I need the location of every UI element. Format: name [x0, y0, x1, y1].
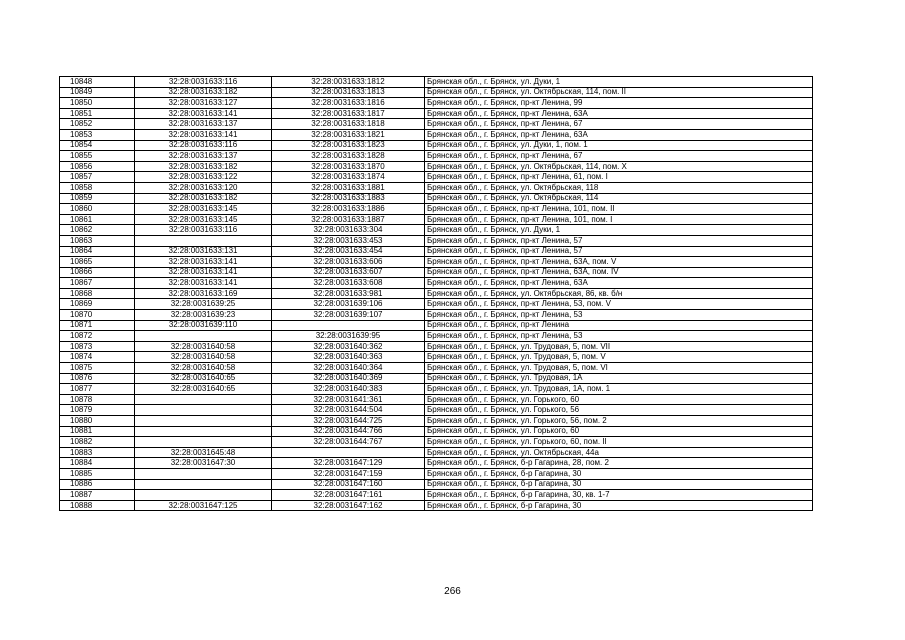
table-row — [60, 87, 813, 98]
table-row — [60, 373, 813, 384]
table-row — [60, 468, 813, 479]
cadastral-number-cell: 32:28:0031640:362 — [272, 341, 425, 352]
cadastral-number-cell: 32:28:0031633:1812 — [272, 77, 425, 88]
table-row — [60, 299, 813, 310]
row-number-cell: 10873 — [60, 341, 135, 352]
address-cell: Брянская обл., г. Брянск, ул. Трудовая, 1А, пом. 1 — [425, 384, 813, 395]
parent-cadastral-number-cell: 32:28:0031640:65 — [135, 384, 272, 395]
parent-cadastral-number-cell: 32:28:0031639:23 — [135, 310, 272, 321]
row-number-cell: 10865 — [60, 257, 135, 268]
parent-cadastral-number-cell — [135, 437, 272, 448]
table-row — [60, 384, 813, 395]
cadastral-number-cell: 32:28:0031633:608 — [272, 278, 425, 289]
table-row — [60, 479, 813, 490]
table-row — [60, 225, 813, 236]
cadastral-number-cell: 32:28:0031647:162 — [272, 500, 425, 511]
cadastral-number-cell — [272, 320, 425, 331]
parent-cadastral-number-cell: 32:28:0031640:58 — [135, 352, 272, 363]
address-cell: Брянская обл., г. Брянск, б-р Гагарина, 30 — [425, 479, 813, 490]
row-number-cell: 10886 — [60, 479, 135, 490]
parent-cadastral-number-cell: 32:28:0031640:65 — [135, 373, 272, 384]
table-row — [60, 363, 813, 374]
address-cell: Брянская обл., г. Брянск, б-р Гагарина, 28, пом. 2 — [425, 458, 813, 469]
parent-cadastral-number-cell: 32:28:0031639:110 — [135, 320, 272, 331]
address-cell: Брянская обл., г. Брянск, ул. Дуки, 1 — [425, 77, 813, 88]
cadastral-number-cell: 32:28:0031639:106 — [272, 299, 425, 310]
parent-cadastral-number-cell: 32:28:0031633:116 — [135, 225, 272, 236]
cadastral-number-cell: 32:28:0031633:1883 — [272, 193, 425, 204]
parent-cadastral-number-cell: 32:28:0031645:48 — [135, 447, 272, 458]
parent-cadastral-number-cell — [135, 490, 272, 501]
address-cell: Брянская обл., г. Брянск, ул. Дуки, 1 — [425, 225, 813, 236]
address-cell: Брянская обл., г. Брянск, пр-кт Ленина, 101, пом. I — [425, 214, 813, 225]
cadastral-number-cell: 32:28:0031641:361 — [272, 394, 425, 405]
table-row — [60, 447, 813, 458]
address-cell: Брянская обл., г. Брянск, б-р Гагарина, 30 — [425, 500, 813, 511]
row-number-cell: 10885 — [60, 468, 135, 479]
address-cell: Брянская обл., г. Брянск, пр-кт Ленина — [425, 320, 813, 331]
table-row — [60, 140, 813, 151]
row-number-cell: 10864 — [60, 246, 135, 257]
cadastral-number-cell: 32:28:0031644:725 — [272, 416, 425, 427]
table-row — [60, 394, 813, 405]
cadastral-number-cell: 32:28:0031640:364 — [272, 363, 425, 374]
cadastral-number-cell: 32:28:0031633:1817 — [272, 108, 425, 119]
table-row — [60, 77, 813, 88]
row-number-cell: 10888 — [60, 500, 135, 511]
row-number-cell: 10866 — [60, 267, 135, 278]
cadastral-number-cell: 32:28:0031633:1828 — [272, 151, 425, 162]
parent-cadastral-number-cell — [135, 468, 272, 479]
table-row — [60, 310, 813, 321]
address-cell: Брянская обл., г. Брянск, пр-кт Ленина, 99 — [425, 98, 813, 109]
address-cell: Брянская обл., г. Брянск, ул. Трудовая, 1А — [425, 373, 813, 384]
row-number-cell: 10883 — [60, 447, 135, 458]
table-row — [60, 151, 813, 162]
table-row — [60, 257, 813, 268]
table-row — [60, 288, 813, 299]
address-cell: Брянская обл., г. Брянск, пр-кт Ленина, 53, пом. V — [425, 299, 813, 310]
parent-cadastral-number-cell: 32:28:0031633:145 — [135, 214, 272, 225]
address-cell: Брянская обл., г. Брянск, ул. Октябрьская, 114, пом. X — [425, 161, 813, 172]
row-number-cell: 10861 — [60, 214, 135, 225]
row-number-cell: 10868 — [60, 288, 135, 299]
address-cell: Брянская обл., г. Брянск, ул. Горького, 60 — [425, 394, 813, 405]
table-row — [60, 129, 813, 140]
row-number-cell: 10862 — [60, 225, 135, 236]
table-row — [60, 341, 813, 352]
row-number-cell: 10863 — [60, 235, 135, 246]
address-cell: Брянская обл., г. Брянск, пр-кт Ленина, 63А — [425, 278, 813, 289]
cadastral-number-cell: 32:28:0031647:159 — [272, 468, 425, 479]
table-row — [60, 405, 813, 416]
cadastral-number-cell: 32:28:0031647:161 — [272, 490, 425, 501]
address-cell: Брянская обл., г. Брянск, ул. Трудовая, 5, пом. VII — [425, 341, 813, 352]
cadastral-number-cell: 32:28:0031633:454 — [272, 246, 425, 257]
address-cell: Брянская обл., г. Брянск, ул. Горького, 56, пом. 2 — [425, 416, 813, 427]
parent-cadastral-number-cell: 32:28:0031633:141 — [135, 278, 272, 289]
table-row — [60, 108, 813, 119]
parent-cadastral-number-cell: 32:28:0031633:169 — [135, 288, 272, 299]
parent-cadastral-number-cell: 32:28:0031647:125 — [135, 500, 272, 511]
registry-table-body — [60, 77, 813, 511]
table-row — [60, 278, 813, 289]
row-number-cell: 10848 — [60, 77, 135, 88]
row-number-cell: 10881 — [60, 426, 135, 437]
parent-cadastral-number-cell: 32:28:0031633:120 — [135, 182, 272, 193]
parent-cadastral-number-cell: 32:28:0031633:182 — [135, 161, 272, 172]
table-row — [60, 500, 813, 511]
table-row — [60, 214, 813, 225]
table-row — [60, 458, 813, 469]
row-number-cell: 10852 — [60, 119, 135, 130]
cadastral-number-cell: 32:28:0031640:369 — [272, 373, 425, 384]
parent-cadastral-number-cell: 32:28:0031639:25 — [135, 299, 272, 310]
row-number-cell: 10884 — [60, 458, 135, 469]
row-number-cell: 10877 — [60, 384, 135, 395]
cadastral-number-cell — [272, 447, 425, 458]
row-number-cell: 10879 — [60, 405, 135, 416]
parent-cadastral-number-cell: 32:28:0031633:141 — [135, 267, 272, 278]
table-row — [60, 235, 813, 246]
address-cell: Брянская обл., г. Брянск, пр-кт Ленина, 57 — [425, 235, 813, 246]
parent-cadastral-number-cell — [135, 331, 272, 342]
row-number-cell: 10854 — [60, 140, 135, 151]
cadastral-number-cell: 32:28:0031633:1886 — [272, 204, 425, 215]
parent-cadastral-number-cell: 32:28:0031633:127 — [135, 98, 272, 109]
address-cell: Брянская обл., г. Брянск, пр-кт Ленина, 67 — [425, 119, 813, 130]
row-number-cell: 10869 — [60, 299, 135, 310]
row-number-cell: 10867 — [60, 278, 135, 289]
parent-cadastral-number-cell: 32:28:0031640:58 — [135, 341, 272, 352]
address-cell: Брянская обл., г. Брянск, пр-кт Ленина, 101, пом. II — [425, 204, 813, 215]
address-cell: Брянская обл., г. Брянск, пр-кт Ленина, 63А, пом. IV — [425, 267, 813, 278]
address-cell: Брянская обл., г. Брянск, пр-кт Ленина, 67 — [425, 151, 813, 162]
address-cell: Брянская обл., г. Брянск, ул. Трудовая, 5, пом. VI — [425, 363, 813, 374]
parent-cadastral-number-cell: 32:28:0031633:141 — [135, 129, 272, 140]
parent-cadastral-number-cell — [135, 426, 272, 437]
row-number-cell: 10876 — [60, 373, 135, 384]
cadastral-number-cell: 32:28:0031633:1821 — [272, 129, 425, 140]
row-number-cell: 10857 — [60, 172, 135, 183]
row-number-cell: 10860 — [60, 204, 135, 215]
row-number-cell: 10887 — [60, 490, 135, 501]
cadastral-number-cell: 32:28:0031633:1816 — [272, 98, 425, 109]
row-number-cell: 10880 — [60, 416, 135, 427]
row-number-cell: 10850 — [60, 98, 135, 109]
cadastral-number-cell: 32:28:0031640:383 — [272, 384, 425, 395]
parent-cadastral-number-cell: 32:28:0031633:145 — [135, 204, 272, 215]
row-number-cell: 10870 — [60, 310, 135, 321]
parent-cadastral-number-cell: 32:28:0031633:141 — [135, 108, 272, 119]
address-cell: Брянская обл., г. Брянск, ул. Дуки, 1, пом. 1 — [425, 140, 813, 151]
cadastral-number-cell: 32:28:0031647:129 — [272, 458, 425, 469]
cadastral-number-cell: 32:28:0031633:607 — [272, 267, 425, 278]
cadastral-number-cell: 32:28:0031633:304 — [272, 225, 425, 236]
address-cell: Брянская обл., г. Брянск, ул. Октябрьская, 86, кв. б/н — [425, 288, 813, 299]
row-number-cell: 10855 — [60, 151, 135, 162]
table-row — [60, 331, 813, 342]
parent-cadastral-number-cell: 32:28:0031633:116 — [135, 77, 272, 88]
address-cell: Брянская обл., г. Брянск, пр-кт Ленина, 63А — [425, 129, 813, 140]
address-cell: Брянская обл., г. Брянск, ул. Горького, 60, пом. II — [425, 437, 813, 448]
address-cell: Брянская обл., г. Брянск, ул. Горького, 56 — [425, 405, 813, 416]
table-row — [60, 98, 813, 109]
parent-cadastral-number-cell: 32:28:0031633:116 — [135, 140, 272, 151]
parent-cadastral-number-cell — [135, 235, 272, 246]
cadastral-number-cell: 32:28:0031633:1818 — [272, 119, 425, 130]
address-cell: Брянская обл., г. Брянск, ул. Октябрьская, 114, пом. II — [425, 87, 813, 98]
parent-cadastral-number-cell: 32:28:0031633:122 — [135, 172, 272, 183]
table-row — [60, 172, 813, 183]
page-number: 266 — [444, 586, 461, 597]
table-row — [60, 204, 813, 215]
row-number-cell: 10882 — [60, 437, 135, 448]
table-row — [60, 426, 813, 437]
cadastral-number-cell: 32:28:0031647:160 — [272, 479, 425, 490]
row-number-cell: 10849 — [60, 87, 135, 98]
row-number-cell: 10858 — [60, 182, 135, 193]
row-number-cell: 10875 — [60, 363, 135, 374]
parent-cadastral-number-cell — [135, 479, 272, 490]
table-row — [60, 490, 813, 501]
row-number-cell: 10878 — [60, 394, 135, 405]
row-number-cell: 10874 — [60, 352, 135, 363]
cadastral-number-cell: 32:28:0031633:1870 — [272, 161, 425, 172]
cadastral-number-cell: 32:28:0031633:1881 — [272, 182, 425, 193]
parent-cadastral-number-cell — [135, 394, 272, 405]
address-cell: Брянская обл., г. Брянск, пр-кт Ленина, 63А — [425, 108, 813, 119]
row-number-cell: 10853 — [60, 129, 135, 140]
cadastral-number-cell: 32:28:0031633:1887 — [272, 214, 425, 225]
parent-cadastral-number-cell: 32:28:0031640:58 — [135, 363, 272, 374]
address-cell: Брянская обл., г. Брянск, ул. Трудовая, 5, пом. V — [425, 352, 813, 363]
address-cell: Брянская обл., г. Брянск, ул. Горького, 60 — [425, 426, 813, 437]
address-cell: Брянская обл., г. Брянск, пр-кт Ленина, 53 — [425, 310, 813, 321]
parent-cadastral-number-cell — [135, 416, 272, 427]
table-row — [60, 267, 813, 278]
address-cell: Брянская обл., г. Брянск, пр-кт Ленина, 63А, пом. V — [425, 257, 813, 268]
cadastral-number-cell: 32:28:0031633:1874 — [272, 172, 425, 183]
cadastral-number-cell: 32:28:0031644:766 — [272, 426, 425, 437]
table-row — [60, 119, 813, 130]
parent-cadastral-number-cell: 32:28:0031633:182 — [135, 193, 272, 204]
registry-table — [59, 76, 813, 511]
cadastral-number-cell: 32:28:0031639:95 — [272, 331, 425, 342]
address-cell: Брянская обл., г. Брянск, ул. Октябрьская, 44а — [425, 447, 813, 458]
parent-cadastral-number-cell: 32:28:0031633:182 — [135, 87, 272, 98]
row-number-cell: 10872 — [60, 331, 135, 342]
row-number-cell: 10851 — [60, 108, 135, 119]
parent-cadastral-number-cell: 32:28:0031647:30 — [135, 458, 272, 469]
table-row — [60, 193, 813, 204]
parent-cadastral-number-cell — [135, 405, 272, 416]
cadastral-number-cell: 32:28:0031640:363 — [272, 352, 425, 363]
address-cell: Брянская обл., г. Брянск, пр-кт Ленина, 57 — [425, 246, 813, 257]
row-number-cell: 10871 — [60, 320, 135, 331]
table-row — [60, 352, 813, 363]
table-row — [60, 182, 813, 193]
parent-cadastral-number-cell: 32:28:0031633:137 — [135, 119, 272, 130]
table-row — [60, 320, 813, 331]
address-cell: Брянская обл., г. Брянск, ул. Октябрьская, 114 — [425, 193, 813, 204]
cadastral-number-cell: 32:28:0031639:107 — [272, 310, 425, 321]
address-cell: Брянская обл., г. Брянск, пр-кт Ленина, 61, пом. I — [425, 172, 813, 183]
cadastral-number-cell: 32:28:0031633:453 — [272, 235, 425, 246]
address-cell: Брянская обл., г. Брянск, б-р Гагарина, 30, кв. 1-7 — [425, 490, 813, 501]
table-row — [60, 246, 813, 257]
address-cell: Брянская обл., г. Брянск, ул. Октябрьская, 118 — [425, 182, 813, 193]
table-row — [60, 416, 813, 427]
cadastral-number-cell: 32:28:0031644:767 — [272, 437, 425, 448]
table-row — [60, 161, 813, 172]
parent-cadastral-number-cell: 32:28:0031633:137 — [135, 151, 272, 162]
address-cell: Брянская обл., г. Брянск, пр-кт Ленина, 53 — [425, 331, 813, 342]
row-number-cell: 10859 — [60, 193, 135, 204]
address-cell: Брянская обл., г. Брянск, б-р Гагарина, 30 — [425, 468, 813, 479]
cadastral-number-cell: 32:28:0031633:1823 — [272, 140, 425, 151]
parent-cadastral-number-cell: 32:28:0031633:141 — [135, 257, 272, 268]
cadastral-number-cell: 32:28:0031633:981 — [272, 288, 425, 299]
cadastral-number-cell: 32:28:0031644:504 — [272, 405, 425, 416]
cadastral-number-cell: 32:28:0031633:606 — [272, 257, 425, 268]
table-row — [60, 437, 813, 448]
parent-cadastral-number-cell: 32:28:0031633:131 — [135, 246, 272, 257]
row-number-cell: 10856 — [60, 161, 135, 172]
cadastral-number-cell: 32:28:0031633:1813 — [272, 87, 425, 98]
